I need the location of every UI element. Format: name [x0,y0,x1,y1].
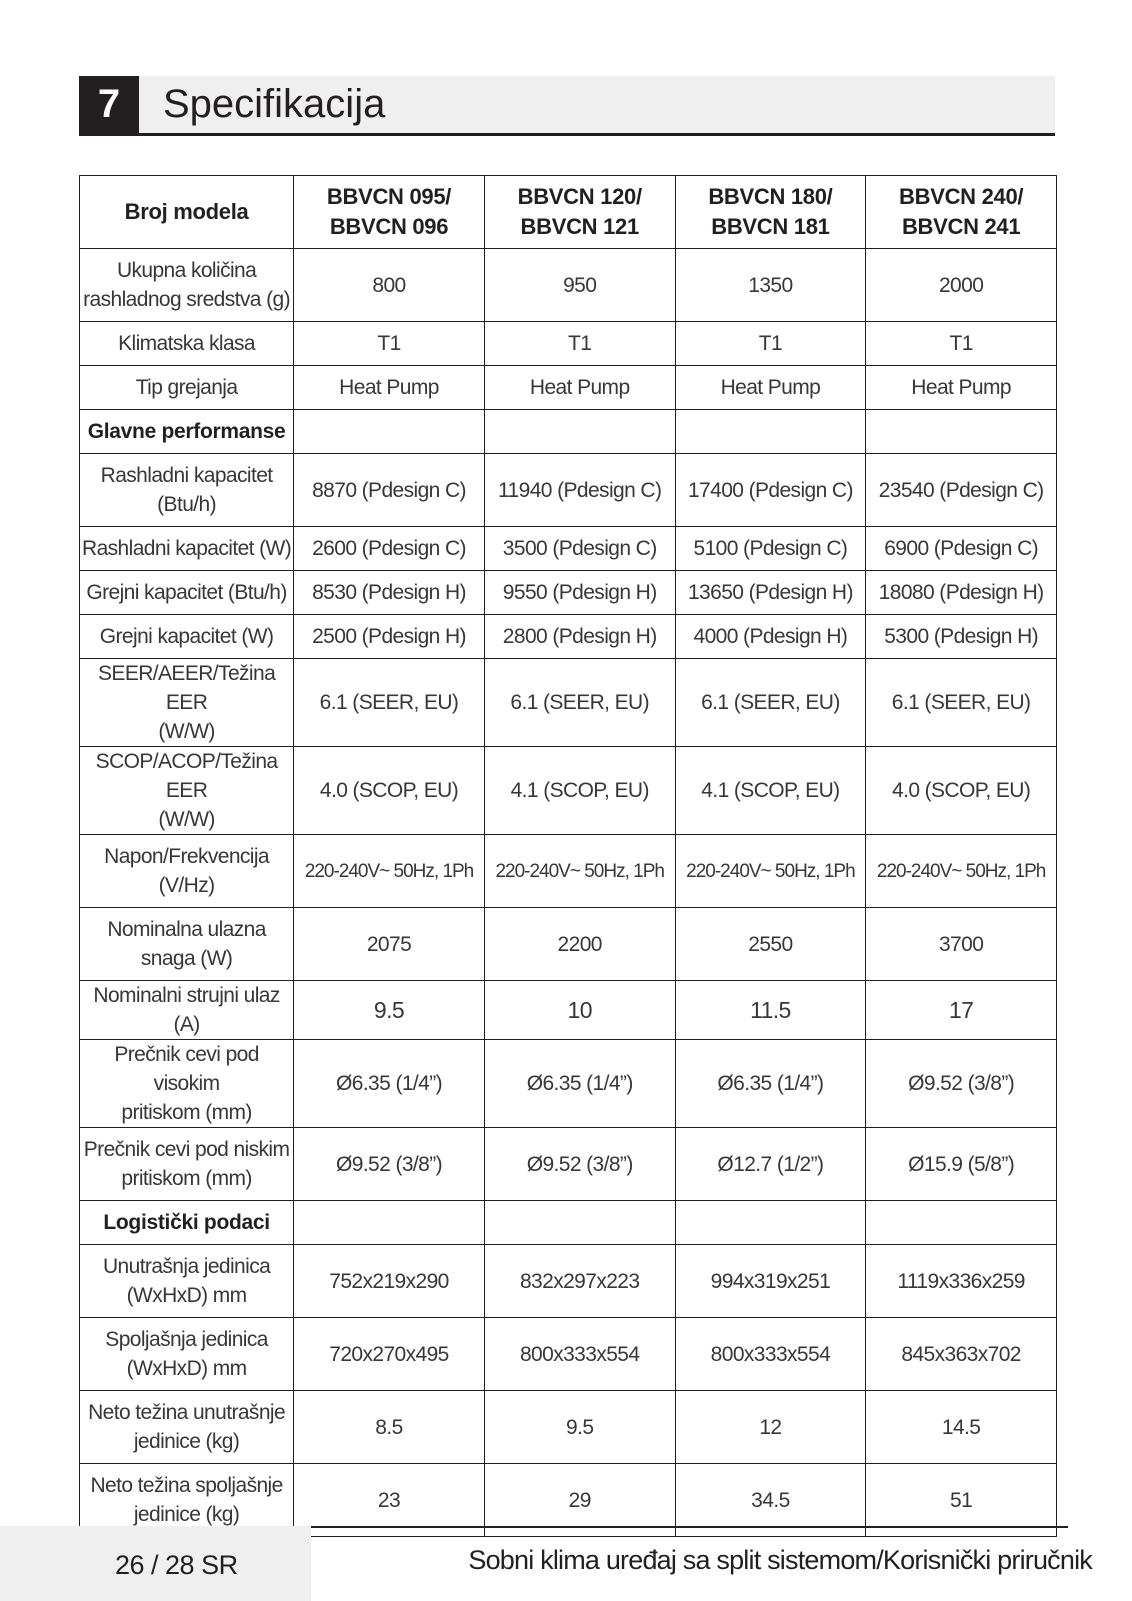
table-row [80,1391,1057,1464]
table-cell: 6900 (Pdesign C) [866,527,1057,571]
table-row [80,908,1057,981]
table-cell: 10 [484,981,675,1040]
table-cell: 4000 (Pdesign H) [675,615,866,659]
table-cell: T1 [294,322,485,366]
table-cell: 9.5 [484,1391,675,1464]
table-cell: Ø6.35 (1/4”) [294,1040,485,1128]
model-column-header [484,176,675,249]
row-label [80,1245,294,1318]
text-line: (W/W) [158,808,215,831]
table-cell: 720x270x495 [294,1318,485,1391]
table-cell: 4.1 (SCOP, EU) [675,747,866,835]
model-column-header [866,176,1057,249]
empty-cell [866,1201,1057,1245]
table-cell: 6.1 (SEER, EU) [675,659,866,747]
table-cell: 4.0 (SCOP, EU) [294,747,485,835]
row-label [80,571,294,615]
table-cell: T1 [866,322,1057,366]
empty-cell [484,1201,675,1245]
table-cell: 2500 (Pdesign H) [294,615,485,659]
table-cell: 4.0 (SCOP, EU) [866,747,1057,835]
table-cell: Ø9.52 (3/8”) [484,1128,675,1201]
table-cell: 13650 (Pdesign H) [675,571,866,615]
table-cell: T1 [675,322,866,366]
text-line: BBVCN 096 [329,214,449,239]
row-label [80,366,294,410]
table-cell: 220-240V~ 50Hz, 1Ph [484,835,675,908]
page-title: Specifikacija [163,82,386,126]
table-cell: 800 [294,249,485,322]
text-line: BBVCN 095/ [326,184,452,209]
table-cell: 18080 (Pdesign H) [866,571,1057,615]
text-line: (W/W) [158,720,215,743]
table-cell: Ø9.52 (3/8”) [866,1040,1057,1128]
text-line: BBVCN 180/ [708,184,833,209]
text-line: BBVCN 240/ [899,184,1024,209]
row-label [80,981,294,1040]
section-row [80,410,1057,454]
text-line: Rashladni kapacitet [100,464,273,487]
table-row [80,659,1057,747]
section-header [79,76,1055,136]
text-line: BBVCN 121 [520,214,639,239]
table-cell: 3500 (Pdesign C) [484,527,675,571]
row-label [80,527,294,571]
text-line: Prečnik cevi pod niskim [83,1138,290,1161]
table-cell: Ø6.35 (1/4”) [484,1040,675,1128]
table-cell: 3700 [866,908,1057,981]
table-cell: 832x297x223 [484,1245,675,1318]
text-line: SEER/AEER/Težina EER [98,662,276,714]
table-cell: 2600 (Pdesign C) [294,527,485,571]
table-cell: 2800 (Pdesign H) [484,615,675,659]
text-line: Rashladni kapacitet (W) [82,537,292,560]
empty-cell [294,1201,485,1245]
table-cell: Ø12.7 (1/2”) [675,1128,866,1201]
specification-table [79,175,1057,1537]
table-row [80,1128,1057,1201]
table-cell: 6.1 (SEER, EU) [866,659,1057,747]
table-row [80,1318,1057,1391]
section-heading: Logistički podaci [80,1201,294,1245]
text-line: jedinice (kg) [133,1430,240,1453]
table-cell: 1350 [675,249,866,322]
table-cell: 12 [675,1391,866,1464]
table-row [80,249,1057,322]
text-line: pritiskom (mm) [121,1167,252,1190]
text-line: Nominalna ulazna [107,918,266,941]
footer-document-title: Sobni klima uređaj sa split sistemom/Korisnički priručnik [468,1545,1092,1575]
section-row [80,1201,1057,1245]
table-row [80,527,1057,571]
table-cell: Ø6.35 (1/4”) [675,1040,866,1128]
table-cell: 11940 (Pdesign C) [484,454,675,527]
table-cell: 220-240V~ 50Hz, 1Ph [675,835,866,908]
row-label [80,1128,294,1201]
table-cell: 2075 [294,908,485,981]
table-cell: 11.5 [675,981,866,1040]
page-number: 26 / 28 SR [115,1550,238,1580]
table-cell: 752x219x290 [294,1245,485,1318]
text-line: Grejni kapacitet (Btu/h) [86,581,287,604]
text-line: Unutrašnja jedinica [102,1255,271,1278]
text-line: Ukupna količina [116,259,257,282]
table-row [80,747,1057,835]
table-row [80,366,1057,410]
table-cell: 9.5 [294,981,485,1040]
table-cell: 17 [866,981,1057,1040]
table-cell: 23 [294,1464,485,1537]
table-cell: Heat Pump [484,366,675,410]
text-line: Napon/Frekvencija [104,845,270,868]
table-cell: 51 [866,1464,1057,1537]
table-row [80,1245,1057,1318]
text-line: pritiskom (mm) [121,1101,252,1124]
table-cell: 5300 (Pdesign H) [866,615,1057,659]
row-label [80,659,294,747]
text-line: (V/Hz) [158,874,215,897]
table-cell: 17400 (Pdesign C) [675,454,866,527]
text-line: rashladnog sredstva (g) [83,288,290,311]
table-cell: Heat Pump [866,366,1057,410]
section-heading: Glavne performanse [80,410,294,454]
model-number-header: Broj modela [80,176,294,249]
empty-cell [866,410,1057,454]
text-line: Prečnik cevi pod visokim [114,1043,259,1095]
row-label [80,1040,294,1128]
table-cell: 34.5 [675,1464,866,1537]
table-header-row [80,176,1057,249]
table-cell: 800x333x554 [484,1318,675,1391]
empty-cell [675,410,866,454]
text-line: (WxHxD) mm [126,1357,247,1380]
text-line: Klimatska klasa [118,332,256,355]
row-label [80,835,294,908]
table-cell: 845x363x702 [866,1318,1057,1391]
table-cell: 994x319x251 [675,1245,866,1318]
table-cell: Ø15.9 (5/8”) [866,1128,1057,1201]
table-row [80,1040,1057,1128]
table-cell: 8530 (Pdesign H) [294,571,485,615]
empty-cell [484,410,675,454]
text-line: SCOP/ACOP/Težina EER [95,750,278,802]
text-line: Nominalni strujni ulaz (A) [93,984,280,1036]
table-cell: 2550 [675,908,866,981]
table-cell: 1119x336x259 [866,1245,1057,1318]
table-cell: 2000 [866,249,1057,322]
table-cell: 220-240V~ 50Hz, 1Ph [866,835,1057,908]
table-row [80,322,1057,366]
table-row [80,454,1057,527]
text-line: Neto težina spoljašnje [90,1474,283,1497]
table-cell: 14.5 [866,1391,1057,1464]
text-line: jedinice (kg) [133,1503,240,1526]
row-label [80,454,294,527]
table-cell: 8.5 [294,1391,485,1464]
table-cell: 9550 (Pdesign H) [484,571,675,615]
table-row [80,981,1057,1040]
empty-cell [675,1201,866,1245]
table-cell: 800x333x554 [675,1318,866,1391]
model-column-header [675,176,866,249]
row-label [80,249,294,322]
row-label [80,747,294,835]
table-row [80,615,1057,659]
table-row [80,571,1057,615]
chapter-number: 7 [79,76,139,133]
text-line: (Btu/h) [157,493,216,516]
text-line: Tip grejanja [135,376,238,399]
table-cell: 4.1 (SCOP, EU) [484,747,675,835]
text-line: BBVCN 181 [711,214,830,239]
table-cell: Heat Pump [294,366,485,410]
text-line: (WxHxD) mm [126,1284,247,1307]
table-cell: 6.1 (SEER, EU) [294,659,485,747]
table-cell: Heat Pump [675,366,866,410]
table-cell: 29 [484,1464,675,1537]
table-cell: 2200 [484,908,675,981]
text-line: Neto težina unutrašnje [88,1401,286,1424]
row-label [80,1391,294,1464]
table-row [80,835,1057,908]
table-cell: 950 [484,249,675,322]
text-line: Spoljašnja jedinica [105,1328,268,1351]
empty-cell [294,410,485,454]
text-line: BBVCN 120/ [517,184,642,209]
row-label [80,322,294,366]
row-label [80,1318,294,1391]
text-line: BBVCN 241 [901,214,1021,239]
text-line: snaga (W) [140,947,233,970]
model-column-header [294,176,485,249]
row-label [80,615,294,659]
table-cell: 6.1 (SEER, EU) [484,659,675,747]
table-cell: 220-240V~ 50Hz, 1Ph [294,835,485,908]
text-line: Grejni kapacitet (W) [99,625,274,648]
row-label [80,908,294,981]
table-cell: 5100 (Pdesign C) [675,527,866,571]
table-cell: 23540 (Pdesign C) [866,454,1057,527]
table-cell: Ø9.52 (3/8”) [294,1128,485,1201]
table-cell: T1 [484,322,675,366]
table-cell: 8870 (Pdesign C) [294,454,485,527]
